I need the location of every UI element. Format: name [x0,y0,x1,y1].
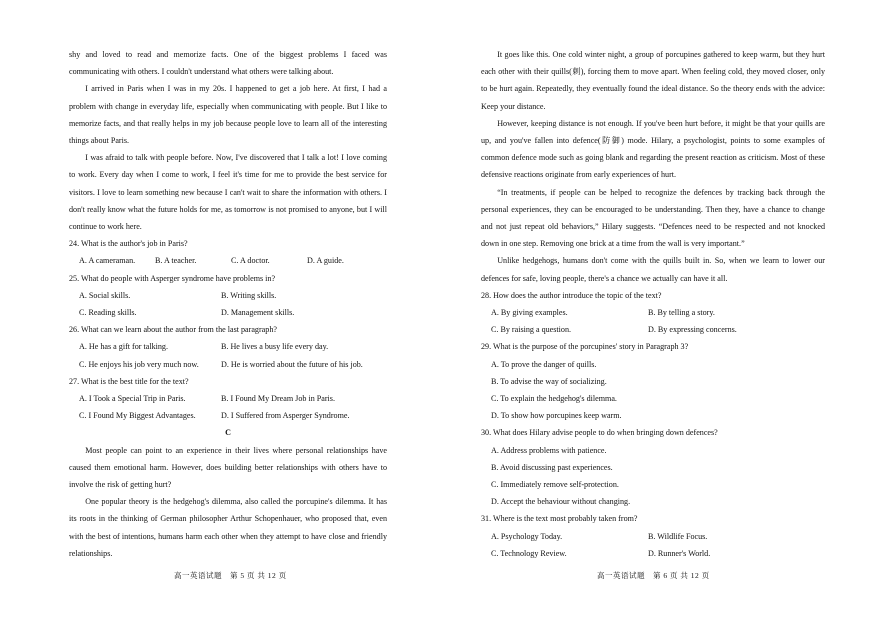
options-28-ab [481,304,825,321]
paragraph: One popular theory is the hedgehog's dilemma, also called the porcupine's dilemma. It has its roots in the thinking of German philosopher Arthur Schopenhauer, who proposed that, even with the best of intentions, humans harm each other when they attempt to have close and friendly relationships. [69,497,387,558]
option: A. To prove the danger of quills. [491,359,597,369]
option: B. Avoid discussing past experiences. [491,462,613,472]
option: A. Social skills. [79,290,131,300]
option: C. By raising a question. [491,325,572,335]
option: B. By telling a story. [648,308,715,318]
option: D. I Suffered from Asperger Syndrome. [221,411,350,421]
option: A. He has a gift for talking. [79,342,169,352]
right-page [435,0,870,618]
option: B. He lives a busy life every day. [221,342,329,352]
question-24: 24. What is the author's job in Paris? [69,239,188,249]
paragraph: Unlike hedgehogs, humans don't come with the quills built in. So, when we learn to lower our defences for safe, loving people, there's a chance we actually can have it all. [481,256,825,283]
option: B. Wildlife Focus. [648,531,708,541]
paragraph: I arrived in Paris when I was in my 20s. I happened to get a job here. At first, I had a problem with change in everyday life, especially when communicating with people. But I like to memorize facts, and that really helps in my job because people love to learn all of the interesting things about Paris. [69,84,387,146]
paragraph: However, keeping distance is not enough. If you've been hurt before, it might be that your quills are up, and you've fallen into defence(防御) mode. Hilary, a psychologist, points to some examples of common defence mode such as going blank and regarding the present reaction as criticism. Most of these defensive reactions originate from early experiences of hurt. [481,118,825,180]
options-24 [69,252,387,269]
option: A. I Took a Special Trip in Paris. [79,394,186,404]
option: D. To show how porcupines keep warm. [491,411,622,421]
option: C. Reading skills. [79,308,137,318]
option: A. Address problems with patience. [491,445,607,455]
option: D. Runner's World. [648,548,711,558]
option: C. Immediately remove self-protection. [491,480,619,490]
option: A. By giving examples. [491,308,568,318]
question-29: 29. What is the purpose of the porcupines' story in Paragraph 3? [481,342,689,352]
paragraph: shy and loved to read and memorize facts. One of the biggest problems I faced was communicating with others. I couldn't understand what others were talking about. [69,50,387,77]
options-31-cd [481,545,825,562]
options-26-ab [69,338,387,355]
option: C. Technology Review. [491,548,567,558]
option: D. He is worried about the future of his job. [221,359,363,369]
option: C. A doctor. [231,256,270,266]
options-27-cd [69,407,387,424]
right-column [481,46,825,562]
options-28-cd [481,321,825,338]
option: C. I Found My Biggest Advantages. [79,411,196,421]
paragraph: It goes like this. One cold winter night, a group of porcupines gathered to keep warm, but they hurt each other with their quills(刺), forcing them to move apart. When feeling cold, they moved closer, only to be hurt again. Repeatedly, they eventually found the ideal distance. So the theory ends with the advice: Keep your distance. [481,50,825,111]
option: A. A cameraman. [79,256,136,266]
paragraph: “In treatments, if people can be helped to recognize the defences by tracking back through the personal experiences, they can be encouraged to be understanding. Then they, have a chance to change and not just repeat old behaviors,” Hilary suggests. “Defences need to be respected and not knocked down in one step. Removing one brick at a time from the wall is very important.” [481,187,825,249]
paragraph: Most people can point to an experience in their lives where personal relationships have caused them emotional harm. However, does building better relationships with others have to involve the risk of getting hurt? [69,445,387,490]
question-31: 31. Where is the text most probably taken from? [481,514,638,524]
option: C. He enjoys his job very much now. [79,359,199,369]
option: D. By expressing concerns. [648,325,737,335]
options-25-cd [69,304,387,321]
option: D. Management skills. [221,308,295,318]
option: B. Writing skills. [221,290,277,300]
question-30: 30. What does Hilary advise people to do when bringing down defences? [481,428,718,438]
option: C. To explain the hedgehog's dilemma. [491,394,617,404]
option: B. To advise the way of socializing. [491,376,607,386]
option: D. A guide. [307,256,344,266]
options-27-ab [69,390,387,407]
question-26: 26. What can we learn about the author from the last paragraph? [69,325,277,335]
left-column [69,46,387,562]
page-footer: 高一英语试题 第 5 页 共 12 页 [174,571,287,580]
paragraph: I was afraid to talk with people before. Now, I've discovered that I talk a lot! I love coming to work. Every day when I come to work, I feel it's time for me to provide the best service for visitors. I love to learn something new because I can't wait to share the information with others. I don't really know what the future holds for me, as tomorrow is not promised to anyone, but I will continue to work here. [69,153,387,232]
question-28: 28. How does the author introduce the topic of the text? [481,290,662,300]
options-25-ab [69,287,387,304]
options-26-cd [69,356,387,373]
option: D. Accept the behaviour without changing. [491,497,631,507]
section-heading: C [225,428,231,438]
option: B. A teacher. [155,256,197,266]
option: B. I Found My Dream Job in Paris. [221,394,335,404]
question-25: 25. What do people with Asperger syndrome have problems in? [69,273,276,283]
option: A. Psychology Today. [491,531,563,541]
question-27: 27. What is the best title for the text? [69,376,189,386]
page-footer: 高一英语试题 第 6 页 共 12 页 [597,571,710,580]
options-31-ab [481,528,825,545]
